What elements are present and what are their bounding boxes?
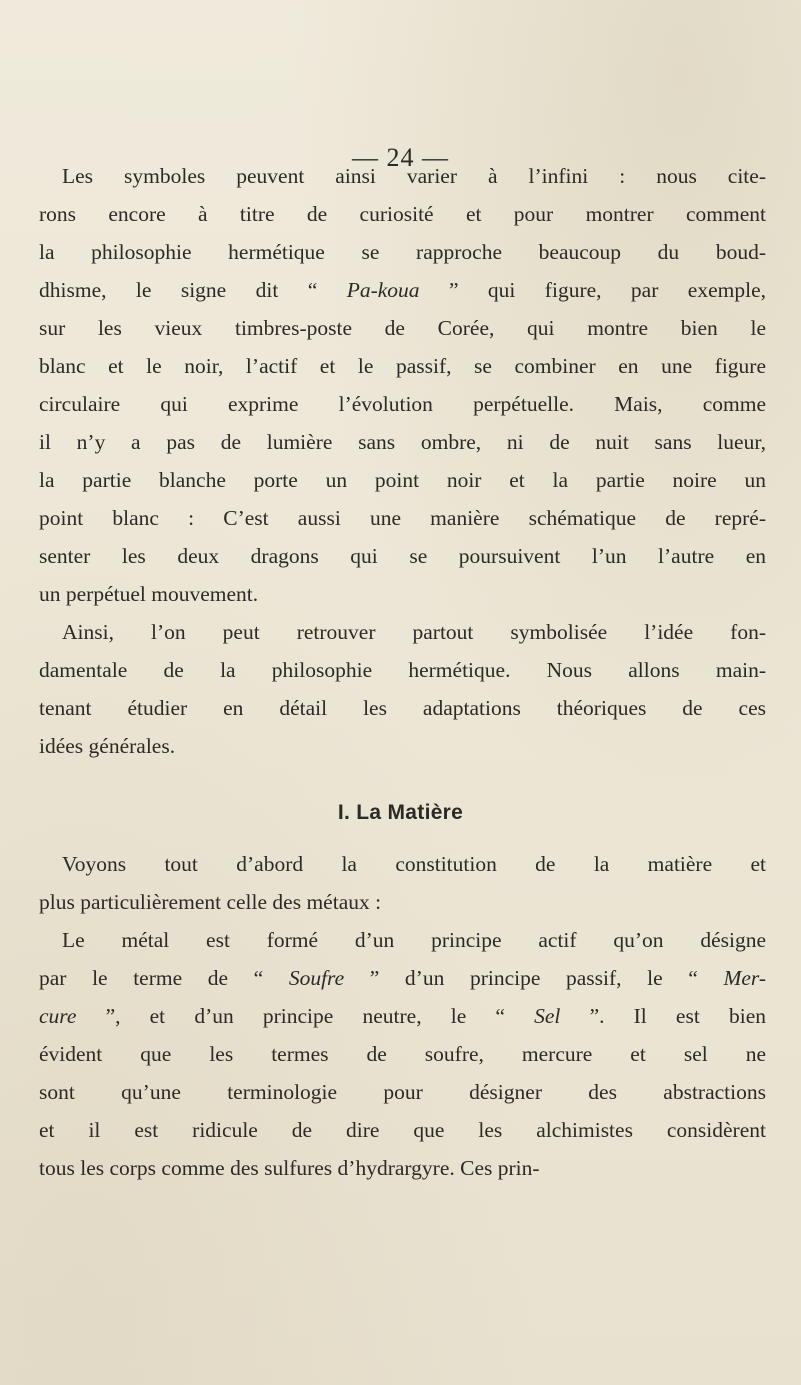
italic-term: Pa-koua — [346, 278, 420, 302]
text-line: damentale de la philosophie hermétique. Nous allons main- — [39, 658, 766, 682]
text-line: Le métal est formé d’un principe actif qu’on désigne — [62, 928, 766, 952]
section-heading: I. La Matière — [337, 801, 464, 824]
italic-term: Mer- — [723, 966, 766, 990]
text-line: rons encore à titre de curiosité et pour montrer comment — [39, 202, 766, 226]
text-line: point blanc : C’est aussi une manière schématique de repré- — [39, 506, 766, 530]
text-line: cure ”, et d’un principe neutre, le “ Sel ”. Il est bien — [39, 1004, 766, 1028]
text-line: Ainsi, l’on peut retrouver partout symbolisée l’idée fon- — [62, 620, 766, 644]
text-line: plus particulièrement celle des métaux : — [39, 890, 382, 914]
text-line: circulaire qui exprime l’évolution perpétuelle. Mais, comme — [39, 392, 766, 416]
text-line: la partie blanche porte un point noir et la partie noire un — [39, 468, 766, 492]
text-line: il n’y a pas de lumière sans ombre, ni de nuit sans lueur, — [39, 430, 766, 454]
text-line: Les symboles peuvent ainsi varier à l’infini : nous cite- — [62, 164, 766, 188]
text-line: Voyons tout d’abord la constitution de la matière et — [62, 852, 766, 876]
text-line: la philosophie hermétique se rapproche beaucoup du boud- — [39, 240, 766, 264]
text-line: idées générales. — [39, 734, 176, 758]
text-line: tenant étudier en détail les adaptations théoriques de ces — [39, 696, 766, 720]
text-line: dhisme, le signe dit “ Pa-koua ” qui figure, par exemple, — [39, 278, 766, 302]
text-line: par le terme de “ Soufre ” d’un principe passif, le “ Mer- — [39, 966, 766, 990]
italic-term: Soufre — [288, 966, 345, 990]
page-number: — 24 — — [352, 143, 449, 172]
italic-term: cure — [39, 1004, 77, 1028]
text-line: évident que les termes de soufre, mercure et sel ne — [39, 1042, 766, 1066]
text-line: senter les deux dragons qui se poursuivent l’un l’autre en — [39, 544, 766, 568]
text-line: tous les corps comme des sulfures d’hydrargyre. Ces prin- — [39, 1156, 540, 1180]
text-line: et il est ridicule de dire que les alchimistes considèrent — [39, 1118, 766, 1142]
italic-term: Sel — [534, 1004, 561, 1028]
text-line: blanc et le noir, l’actif et le passif, se combiner en une figure — [39, 354, 766, 378]
text-line: sont qu’une terminologie pour désigner des abstractions — [39, 1080, 766, 1104]
text-line: sur les vieux timbres-poste de Corée, qui montre bien le — [39, 316, 766, 340]
text-line: un perpétuel mouvement. — [39, 582, 259, 606]
